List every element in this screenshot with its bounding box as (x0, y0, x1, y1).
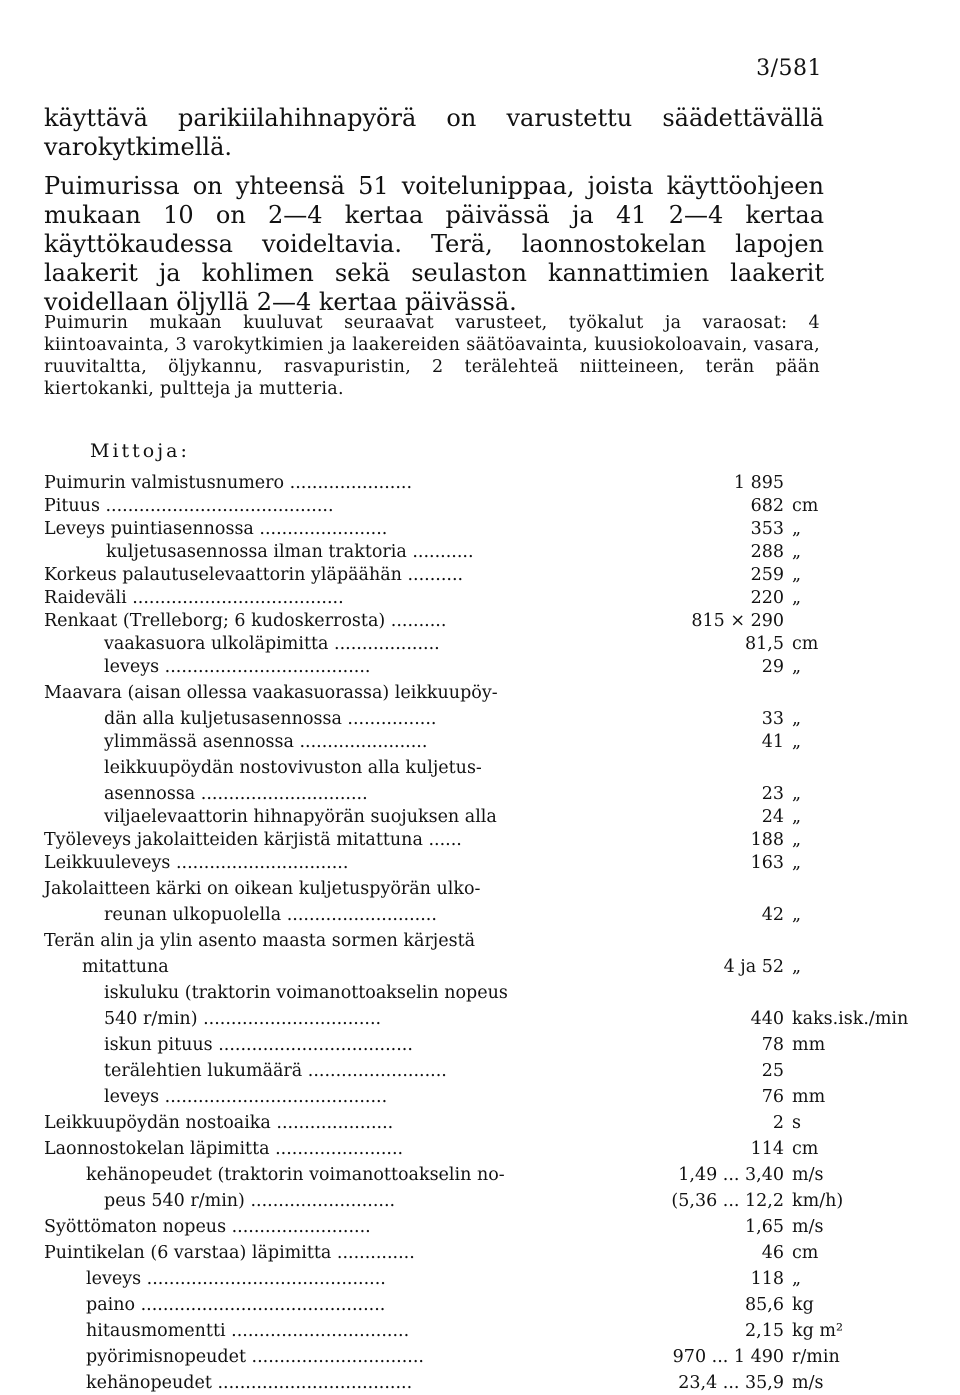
measurement-label: reunan ulkopuolella ........................... (104, 905, 437, 925)
measurement-value: 1,49 ... 3,40 (678, 1165, 784, 1185)
measurement-label: ylimmässä asennossa ....................... (104, 732, 428, 752)
measurement-unit: cm (792, 1243, 819, 1263)
measurement-label: Terän alin ja ylin asento maasta sormen kärjestä (44, 931, 476, 951)
measurement-unit: cm (792, 1139, 819, 1159)
measurement-label: Jakolaitteen kärki on oikean kuljetuspyörän ulko- (44, 879, 481, 899)
measurement-unit: „ (792, 709, 802, 729)
measurement-unit: „ (792, 732, 802, 752)
measurement-label: kehänopeudet ................................... (86, 1373, 413, 1393)
measurement-unit: „ (792, 588, 802, 608)
measurement-label: dän alla kuljetusasennossa ................ (104, 709, 437, 729)
measurement-unit: „ (792, 957, 802, 977)
measurement-row (44, 1242, 844, 1265)
measurement-value: 78 (761, 1035, 784, 1055)
measurement-unit: „ (792, 807, 802, 827)
measurement-label: Laonnostokelan läpimitta ....................... (44, 1139, 404, 1159)
measurement-label: Renkaat (Trelleborg; 6 kudoskerrosta) .......... (44, 611, 447, 631)
measurement-label: leikkuupöydän nostovivuston alla kuljetus- (104, 758, 482, 778)
measurement-unit: m/s (792, 1165, 824, 1185)
measurement-label: kuljetusasennossa ilman traktoria ........... (106, 542, 474, 562)
measurements-heading: Mittoja: (90, 440, 190, 462)
measurement-label: paino ............................................ (86, 1295, 386, 1315)
measurement-value: 353 (750, 519, 784, 539)
measurement-label: leveys ........................................ (104, 1087, 388, 1107)
measurement-value: 220 (750, 588, 784, 608)
measurement-label: peus 540 r/min) .......................... (104, 1191, 396, 1211)
measurement-row (44, 518, 844, 541)
measurement-row (44, 656, 844, 679)
measurement-row (44, 904, 844, 927)
measurement-row (44, 610, 844, 633)
measurement-row (44, 564, 844, 587)
measurement-unit: „ (792, 542, 802, 562)
measurement-row (44, 982, 844, 1005)
measurement-unit: r/min (792, 1347, 840, 1367)
measurement-label: Puimurin valmistusnumero ...................... (44, 473, 413, 493)
measurement-row (44, 1320, 844, 1343)
measurement-row (44, 541, 844, 564)
measurement-value: 23 (761, 784, 784, 804)
measurement-label: iskuluku (traktorin voimanottoakselin nopeus (104, 983, 508, 1003)
measurement-value: 42 (761, 905, 784, 925)
measurement-unit: cm (792, 496, 819, 516)
page-number: 3/581 (756, 56, 822, 81)
measurement-row (44, 1372, 844, 1395)
measurement-label: hitausmomentti ................................ (86, 1321, 410, 1341)
measurement-value: (5,36 ... 12,2 (671, 1191, 784, 1211)
measurement-row (44, 878, 844, 901)
measurement-value: 23,4 ... 35,9 (678, 1373, 784, 1393)
measurement-row (44, 1008, 909, 1031)
measurement-row (44, 495, 844, 518)
measurement-row (44, 1034, 844, 1057)
measurement-row (44, 1346, 844, 1369)
measurement-row (44, 757, 844, 780)
measurement-row (44, 1086, 844, 1109)
measurement-value: 46 (761, 1243, 784, 1263)
measurement-label: iskun pituus ................................... (104, 1035, 413, 1055)
measurement-unit: „ (792, 565, 802, 585)
measurement-unit: „ (792, 657, 802, 677)
measurement-unit: kg (792, 1295, 814, 1315)
measurement-value: 4 ja 52 (723, 957, 784, 977)
measurement-row (44, 829, 844, 852)
measurement-label: kehänopeudet (traktorin voimanottoakselin no- (86, 1165, 505, 1185)
measurement-value: 288 (750, 542, 784, 562)
measurement-label: mitattuna (82, 957, 169, 977)
measurement-value: 85,6 (745, 1295, 784, 1315)
measurement-value: 970 ... 1 490 (672, 1347, 784, 1367)
measurement-value: 114 (750, 1139, 784, 1159)
measurement-row (44, 783, 844, 806)
paragraph-clutch: käyttävä parikiilahihnapyörä on varustettu säädettävällä varokytkimellä. (44, 104, 824, 161)
measurement-unit: „ (792, 853, 802, 873)
measurement-label: Puintikelan (6 varstaa) läpimitta .............. (44, 1243, 415, 1263)
measurement-value: 815 × 290 (691, 611, 784, 631)
measurement-label: Työleveys jakolaitteiden kärjistä mitattuna ...... (44, 830, 462, 850)
measurement-value: 682 (750, 496, 784, 516)
measurement-unit: kg m² (792, 1321, 843, 1341)
measurement-label: Korkeus palautuselevaattorin yläpäähän .......... (44, 565, 464, 585)
measurement-label: Maavara (aisan ollessa vaakasuorassa) leikkuupöy- (44, 683, 498, 703)
measurement-value: 1,65 (745, 1217, 784, 1237)
measurement-row (44, 852, 844, 875)
measurement-row (44, 1216, 844, 1239)
measurement-row (44, 930, 844, 953)
measurements-table (44, 472, 909, 1395)
measurement-label: Raideväli ...................................... (44, 588, 344, 608)
measurement-value: 41 (761, 732, 784, 752)
measurement-unit: mm (792, 1087, 826, 1107)
measurement-label: asennossa .............................. (104, 784, 368, 804)
measurement-value: 29 (761, 657, 784, 677)
measurement-unit: m/s (792, 1373, 824, 1393)
measurement-value: 76 (761, 1087, 784, 1107)
measurement-row (44, 1112, 844, 1135)
measurement-unit: „ (792, 830, 802, 850)
measurement-value: 440 (750, 1009, 784, 1029)
measurement-row (44, 1138, 844, 1161)
measurement-row (44, 806, 844, 829)
measurement-value: 118 (750, 1269, 784, 1289)
measurement-row (44, 731, 844, 754)
measurement-unit: km/h) (792, 1191, 844, 1211)
measurement-row (44, 1060, 844, 1083)
measurement-label: pyörimisnopeudet ............................... (86, 1347, 424, 1367)
equipment-note: Puimurin mukaan kuuluvat seuraavat varusteet, työkalut ja varaosat: 4 kiintoavainta, 3 varokytkimien ja laakereiden säätöavainta, kuusiokoloavain, vasara, ruuvitaltta, öljykannu, rasvapuristin, 2 terälehteä niitteineen, terän pään kiertokanki, pultteja ja mutteria. (44, 313, 820, 399)
measurement-label: terälehtien lukumäärä ......................... (104, 1061, 447, 1081)
measurement-unit: mm (792, 1035, 826, 1055)
measurement-label: Leveys puintiasennossa ....................... (44, 519, 388, 539)
measurement-unit: s (792, 1113, 801, 1133)
measurement-value: 2 (772, 1113, 784, 1133)
measurement-row (44, 708, 844, 731)
measurement-row (44, 682, 844, 705)
measurement-row (44, 587, 844, 610)
measurement-row (44, 1164, 844, 1187)
measurement-value: 81,5 (745, 634, 784, 654)
measurement-unit: „ (792, 1269, 802, 1289)
measurement-value: 25 (761, 1061, 784, 1081)
measurement-unit: „ (792, 905, 802, 925)
measurement-unit: „ (792, 519, 802, 539)
measurement-value: 1 895 (733, 473, 784, 493)
measurement-row (44, 1294, 844, 1317)
measurement-label: Pituus ......................................... (44, 496, 334, 516)
measurement-value: 24 (761, 807, 784, 827)
measurement-unit: „ (792, 784, 802, 804)
measurement-row (44, 1190, 844, 1213)
measurement-value: 33 (761, 709, 784, 729)
measurement-row (44, 1268, 844, 1291)
measurement-row (44, 472, 844, 495)
measurement-value: 188 (750, 830, 784, 850)
measurement-value: 2,15 (745, 1321, 784, 1341)
measurement-unit: cm (792, 634, 819, 654)
measurement-label: leveys ..................................... (104, 657, 371, 677)
measurement-value: 259 (750, 565, 784, 585)
measurement-label: leveys ........................................... (86, 1269, 386, 1289)
measurement-label: Leikkuupöydän nostoaika ..................... (44, 1113, 394, 1133)
measurement-row (44, 956, 844, 979)
measurement-label: vaakasuora ulkoläpimitta ................... (104, 634, 440, 654)
measurement-label: Leikkuuleveys ............................... (44, 853, 349, 873)
measurement-row (44, 633, 844, 656)
measurement-label: Syöttömaton nopeus ......................... (44, 1217, 371, 1237)
measurement-label: 540 r/min) ................................ (104, 1009, 382, 1029)
paragraph-lubrication: Puimurissa on yhteensä 51 voitelunippaa, joista käyttöohjeen mukaan 10 on 2—4 kertaa päivässä ja 41 2—4 kertaa käyttökaudessa voideltavia. Terä, laonnostokelan lapojen laakerit ja kohlimen sekä seulaston kannattimien laakerit voidellaan öljyllä 2—4 kertaa päivässä. (44, 172, 824, 316)
measurement-label: viljaelevaattorin hihnapyörän suojuksen alla (104, 807, 497, 827)
measurement-unit: m/s (792, 1217, 824, 1237)
measurement-unit: kaks.isk./min (792, 1009, 909, 1029)
measurement-value: 163 (750, 853, 784, 873)
